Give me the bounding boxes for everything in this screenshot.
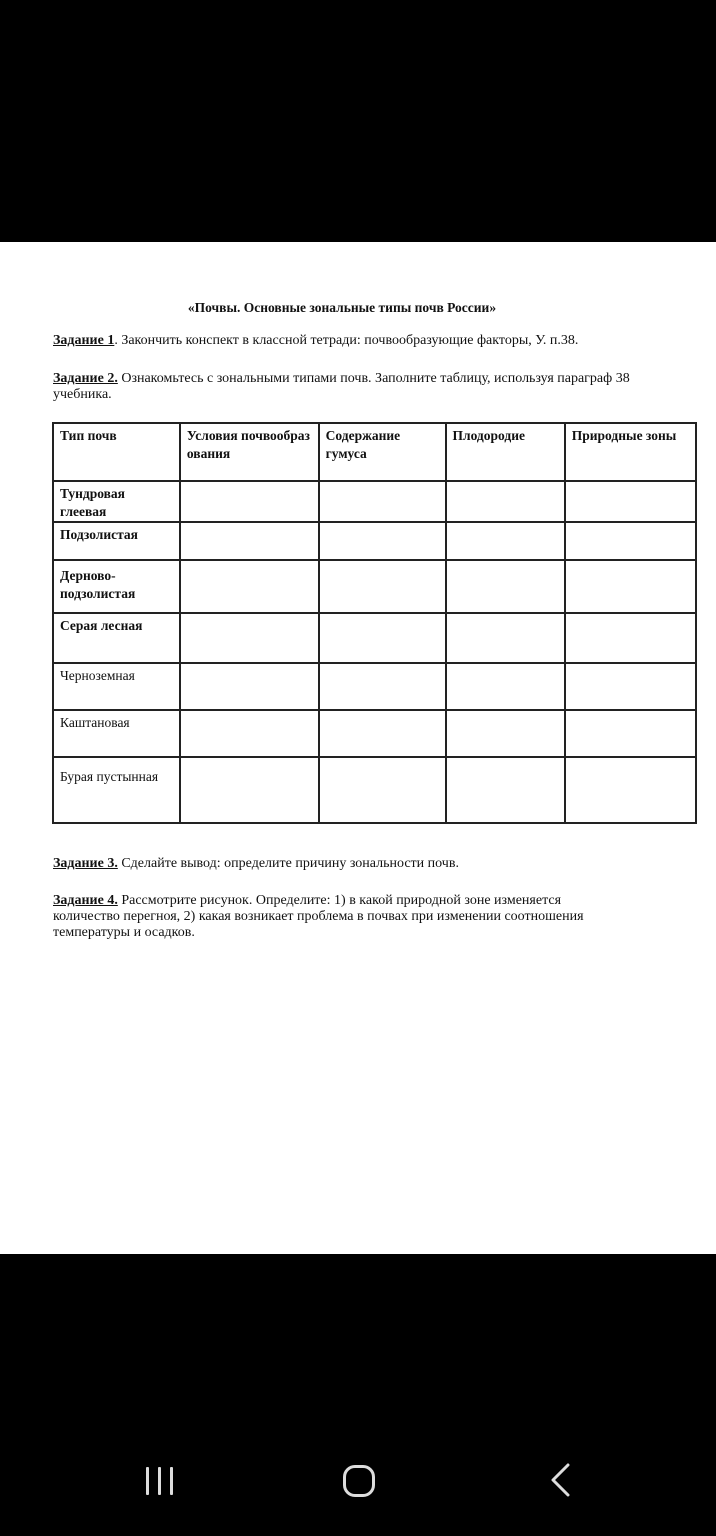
table-cell[interactable] bbox=[319, 560, 446, 613]
table-cell[interactable] bbox=[180, 481, 319, 522]
home-button[interactable] bbox=[343, 1465, 375, 1497]
table-cell[interactable] bbox=[446, 757, 565, 823]
task-3-label: Задание 3. bbox=[53, 856, 118, 871]
table-cell[interactable] bbox=[319, 481, 446, 522]
row-label: Серая лесная bbox=[53, 613, 180, 663]
table-cell[interactable] bbox=[565, 757, 696, 823]
soil-table bbox=[52, 422, 697, 824]
header-formation-conditions: Условия почвообразования bbox=[180, 423, 319, 481]
table-cell[interactable] bbox=[180, 710, 319, 757]
task-4 bbox=[53, 893, 593, 941]
header-fertility: Плодородие bbox=[446, 423, 565, 481]
table-cell[interactable] bbox=[565, 560, 696, 613]
document-page bbox=[0, 242, 716, 1254]
table-row bbox=[53, 710, 696, 757]
table-cell[interactable] bbox=[180, 613, 319, 663]
table-cell[interactable] bbox=[446, 560, 565, 613]
table-row bbox=[53, 613, 696, 663]
task-2 bbox=[53, 371, 653, 403]
table-cell[interactable] bbox=[319, 613, 446, 663]
row-label: Тундровая глеевая bbox=[53, 481, 180, 522]
table-cell[interactable] bbox=[180, 663, 319, 710]
task-2-label: Задание 2. bbox=[53, 371, 118, 386]
task-4-text: Рассмотрите рисунок. Определите: 1) в какой природной зоне изменяется количество перегноя, 2) какая возникает проблема в почвах при изменении соотношения температуры и осадков. bbox=[53, 893, 584, 940]
task-1-text: . Закончить конспект в классной тетради: почвообразующие факторы, У. п.38. bbox=[114, 333, 579, 348]
table-cell[interactable] bbox=[446, 481, 565, 522]
back-icon bbox=[548, 1463, 574, 1497]
table-cell[interactable] bbox=[446, 522, 565, 560]
top-black-area bbox=[0, 0, 716, 242]
header-humus-content: Содержание гумуса bbox=[319, 423, 446, 481]
table-cell[interactable] bbox=[319, 522, 446, 560]
table-row bbox=[53, 560, 696, 613]
table-cell[interactable] bbox=[565, 481, 696, 522]
table-cell[interactable] bbox=[446, 613, 565, 663]
row-label: Бурая пустынная bbox=[53, 757, 180, 823]
table-header-row bbox=[53, 423, 696, 481]
recent-apps-icon bbox=[146, 1467, 149, 1495]
back-button[interactable] bbox=[548, 1463, 574, 1497]
header-natural-zones: Природные зоны bbox=[565, 423, 696, 481]
navigation-bar bbox=[0, 1254, 716, 1536]
table-cell[interactable] bbox=[565, 613, 696, 663]
table-cell[interactable] bbox=[565, 522, 696, 560]
table-cell[interactable] bbox=[565, 663, 696, 710]
header-soil-type: Тип почв bbox=[53, 423, 180, 481]
table-row bbox=[53, 757, 696, 823]
task-3-text: Сделайте вывод: определите причину зональности почв. bbox=[117, 856, 459, 871]
table-cell[interactable] bbox=[319, 663, 446, 710]
row-label: Дерново-подзолистая bbox=[53, 560, 180, 613]
task-1-label: Задание 1 bbox=[53, 333, 115, 348]
table-cell[interactable] bbox=[319, 757, 446, 823]
table-cell[interactable] bbox=[180, 560, 319, 613]
table-cell[interactable] bbox=[446, 710, 565, 757]
table-cell[interactable] bbox=[446, 663, 565, 710]
task-3 bbox=[53, 856, 653, 872]
task-2-text: Ознакомьтесь с зональными типами почв. Заполните таблицу, используя параграф 38 учебника. bbox=[53, 371, 630, 402]
table-cell[interactable] bbox=[319, 710, 446, 757]
table-cell[interactable] bbox=[180, 522, 319, 560]
table-row bbox=[53, 522, 696, 560]
table-cell[interactable] bbox=[565, 710, 696, 757]
row-label: Подзолистая bbox=[53, 522, 180, 560]
document-title: «Почвы. Основные зональные типы почв России» bbox=[187, 300, 497, 315]
recent-apps-button[interactable] bbox=[146, 1467, 176, 1495]
table-cell[interactable] bbox=[180, 757, 319, 823]
table-row bbox=[53, 663, 696, 710]
task-4-label: Задание 4. bbox=[53, 893, 118, 908]
row-label: Каштановая bbox=[53, 710, 180, 757]
row-label: Черноземная bbox=[53, 663, 180, 710]
task-1 bbox=[53, 333, 653, 349]
table-row bbox=[53, 481, 696, 522]
